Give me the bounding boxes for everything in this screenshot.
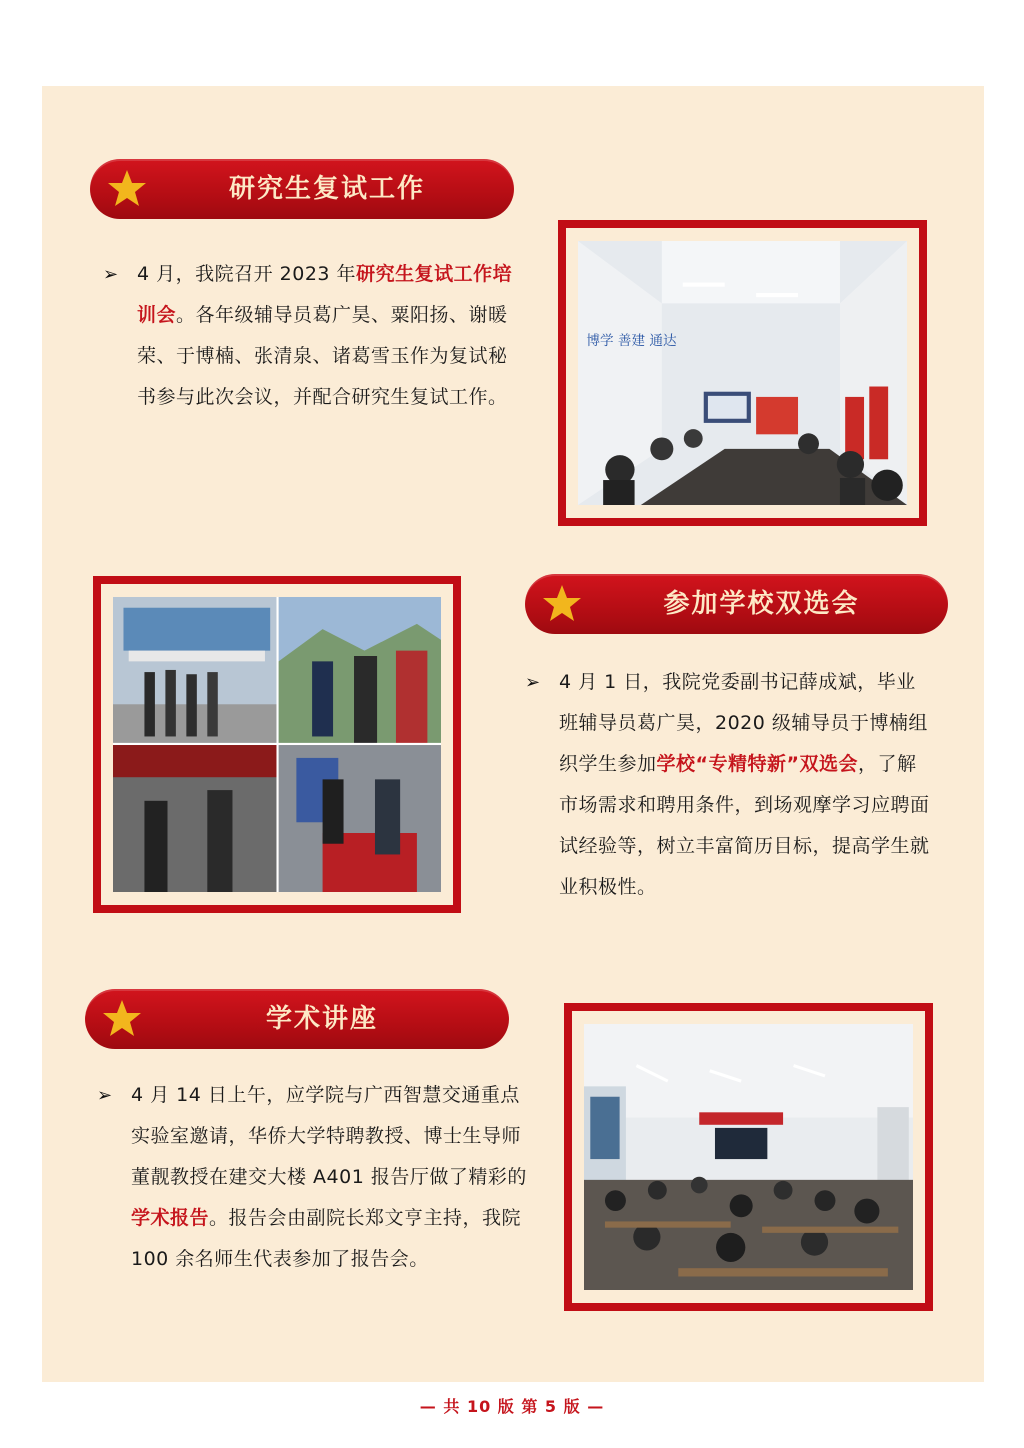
star-icon bbox=[541, 582, 583, 624]
lecture-hall-photo bbox=[584, 1024, 913, 1290]
photo-frame-1 bbox=[558, 220, 927, 526]
highlight-text: 学术报告 bbox=[131, 1207, 210, 1229]
section-title: 学术讲座 bbox=[265, 1004, 378, 1034]
section-banner-1 bbox=[90, 159, 514, 219]
page-footer: — 共 10 版 第 5 版 — bbox=[419, 1397, 605, 1416]
arrow-bullet-icon: ➢ bbox=[97, 1085, 113, 1106]
star-icon bbox=[106, 167, 148, 209]
arrow-bullet-icon: ➢ bbox=[525, 672, 541, 693]
meeting-room-photo bbox=[578, 241, 907, 505]
job-fair-collage-photo bbox=[113, 597, 441, 892]
photo-frame-2 bbox=[93, 576, 461, 913]
section-paragraph-3: ➢ 4 月 14 日上午，应学院与广西智慧交通重点实验室邀请，华侨大学特聘教授、博士生导师董靓教授在建交大楼 A401 报告厅做了精彩的学术报告。报告会由副院长郑文亨主持，我院 100 余名师生代表参加了报告会。 bbox=[131, 1075, 529, 1280]
section-banner-3 bbox=[85, 989, 509, 1049]
highlight-text: 学校“专精特新”双选会 bbox=[656, 753, 858, 775]
star-icon bbox=[101, 997, 143, 1039]
section-title: 研究生复试工作 bbox=[228, 174, 425, 204]
section-paragraph-1: ➢ 4 月，我院召开 2023 年研究生复试工作培训会。各年级辅导员葛广昊、粟阳扬、谢暖荣、于博楠、张清泉、诸葛雪玉作为复试秘书参与此次会议，并配合研究生复试工作。 bbox=[137, 254, 515, 418]
arrow-bullet-icon: ➢ bbox=[103, 264, 119, 285]
highlight-text: 研究生复试工作培训会 bbox=[137, 263, 513, 326]
section-title: 参加学校双选会 bbox=[663, 589, 860, 619]
photo-frame-3 bbox=[564, 1003, 933, 1311]
section-banner-2 bbox=[525, 574, 948, 634]
svg-text:博学 善建 通达: 博学 善建 通达 bbox=[586, 332, 677, 349]
section-paragraph-2: ➢ 4 月 1 日，我院党委副书记薛成斌，毕业班辅导员葛广昊，2020 级辅导员于博楠组织学生参加学校“专精特新”双选会，了解市场需求和聘用条件，到场观摩学习应聘面试经验等，树立丰富简历目标，提高学生就业积极性。 bbox=[559, 662, 931, 908]
